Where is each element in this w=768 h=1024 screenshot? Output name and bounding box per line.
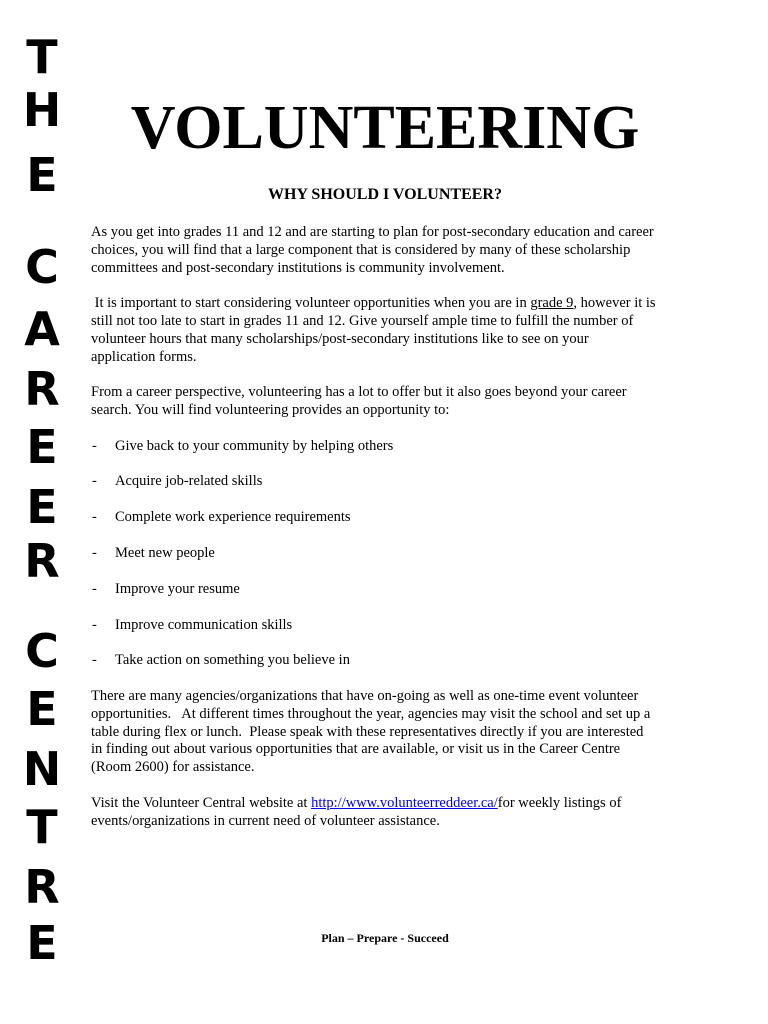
sidebar-letter: T	[26, 30, 58, 84]
benefits-list	[91, 438, 689, 671]
text-line: choices, you will find that a large component that is considered by many of these scholarship	[91, 241, 631, 258]
text-line: From a career perspective, volunteering has a lot to offer but it also goes beyond your career	[91, 384, 627, 401]
sidebar-letter: T	[26, 800, 58, 854]
text-line: opportunities. At different times throughout the year, agencies may visit the school and set up a	[91, 705, 651, 722]
sidebar-letter: R	[24, 362, 60, 416]
list-item-text: Take action on something you believe in	[115, 652, 350, 669]
text-line: application forms.	[91, 348, 197, 365]
list-item	[91, 652, 689, 670]
text-line: (Room 2600) for assistance.	[91, 759, 255, 776]
footer-tagline: Plan – Prepare - Succeed	[321, 931, 449, 945]
grade-9-emphasis: grade 9	[530, 295, 574, 312]
bullet-dash: -	[92, 544, 97, 561]
text-line: There are many agencies/organizations that have on-going as well as one-time event volunteer	[91, 687, 639, 704]
sidebar-letter: A	[24, 302, 60, 356]
agencies-paragraph	[91, 688, 689, 777]
text-line: As you get into grades 11 and 12 and are starting to plan for post-secondary education and career	[91, 224, 654, 240]
career-paragraph	[91, 384, 689, 420]
text-line: table during flex or lunch. Please speak with these representatives directly if you are interested	[91, 723, 644, 740]
text-line: search. You will find volunteering provides an opportunity to:	[91, 401, 450, 418]
sidebar-letter: E	[26, 480, 58, 534]
page-title: VOLUNTEERING	[130, 94, 640, 162]
sidebar-letter: E	[26, 420, 58, 474]
intro-paragraph	[91, 224, 689, 277]
sidebar-letter: N	[22, 742, 62, 796]
list-item	[91, 581, 689, 599]
list-item-text: Improve communication skills	[115, 616, 293, 633]
text-segment: Visit the Volunteer Central website at	[91, 794, 312, 811]
sidebar-letter: R	[24, 860, 60, 914]
sidebar-letter: C	[25, 240, 59, 294]
text-segment: for weekly listings of	[497, 794, 622, 811]
volunteer-central-link[interactable]: http://www.volunteerreddeer.ca/	[311, 794, 498, 811]
document-body	[91, 224, 689, 830]
list-item-text: Acquire job-related skills	[115, 473, 263, 490]
text-line: events/organizations in current need of volunteer assistance.	[91, 812, 440, 829]
list-item	[91, 438, 689, 456]
website-paragraph	[91, 795, 689, 831]
sidebar-letter: E	[26, 916, 58, 970]
text-segment: It is important to start considering volunteer opportunities when you are in	[91, 295, 531, 312]
list-item-text: Give back to your community by helping others	[115, 437, 394, 454]
list-item	[91, 617, 689, 635]
bullet-dash: -	[92, 616, 97, 633]
sidebar-letter: H	[22, 83, 62, 137]
list-item-text: Improve your resume	[115, 580, 240, 597]
text-line	[91, 795, 689, 813]
text-line: committees and post-secondary institutions is community involvement.	[91, 259, 505, 276]
bullet-dash: -	[92, 652, 97, 669]
bullet-dash: -	[92, 437, 97, 454]
page-subtitle: WHY SHOULD I VOLUNTEER?	[268, 186, 502, 203]
sidebar-letter: E	[26, 148, 58, 202]
sidebar-letter: C	[25, 624, 59, 678]
bullet-dash: -	[92, 509, 97, 526]
sidebar-letter: R	[24, 534, 60, 588]
bullet-dash: -	[92, 473, 97, 490]
list-item-text: Meet new people	[115, 544, 215, 561]
list-item	[91, 473, 689, 491]
text-line: still not too late to start in grades 11 and 12. Give yourself ample time to fulfill the number of	[91, 312, 634, 329]
text-line: in finding out about various opportunities that are available, or visit us in the Career Centre	[91, 741, 621, 758]
timing-paragraph	[91, 295, 689, 366]
bullet-dash: -	[92, 580, 97, 597]
sidebar-letter: E	[26, 682, 58, 736]
text-line	[91, 295, 689, 313]
list-item	[91, 509, 689, 527]
text-segment: , however it is	[573, 295, 656, 312]
text-line: volunteer hours that many scholarships/post-secondary institutions like to see on your	[91, 330, 589, 347]
list-item	[91, 545, 689, 563]
list-item-text: Complete work experience requirements	[115, 509, 351, 526]
